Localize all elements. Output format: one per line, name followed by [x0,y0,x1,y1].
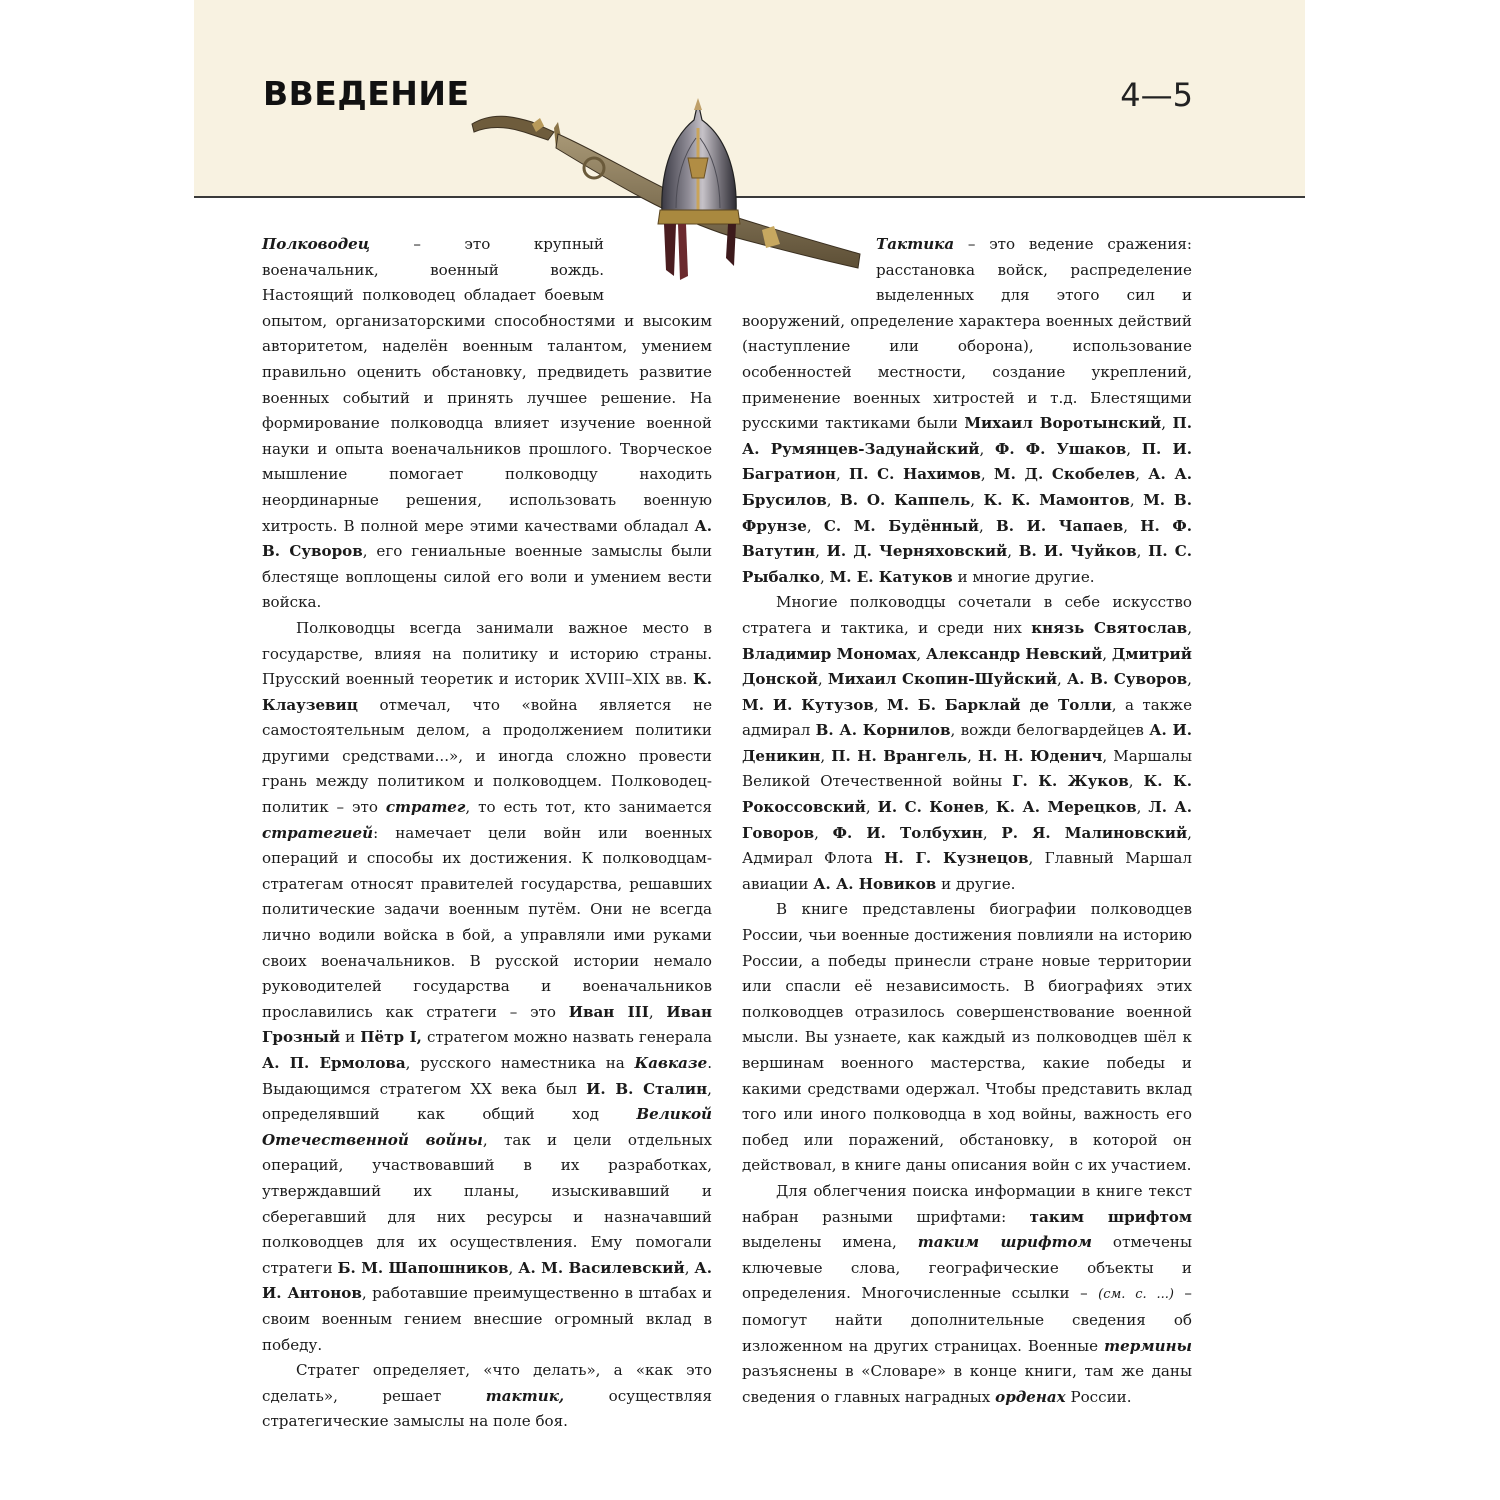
emphasis-text: Н. Ф. Ватутин [742,516,1192,561]
body-text: , [1007,542,1019,561]
body-text: , [978,516,996,535]
emphasis-text: А. В. Суворов [1067,670,1188,689]
body-text: , [1187,670,1192,689]
body-text: , вожди белогвардейцев [950,721,1150,740]
emphasis-text: (см. с. ...) [1098,1287,1174,1303]
paragraph [742,232,1192,590]
body-text: , то есть тот, кто занимается [465,798,712,817]
body-text: , [979,439,995,458]
paragraph [262,1358,712,1435]
page-numbers: 4—5 [1120,76,1193,114]
body-text: , [1128,772,1144,791]
emphasis-text: стратегией [262,823,374,842]
emphasis-text: Ф. Ф. Ушаков [995,439,1127,458]
emphasis-text: Л. А. Говоров [742,798,1192,842]
body-text: В книге представлены биографии полководцев России, чьи военные достижения повлияли на историю России, а победы принесли стране новые территории или спасли её независимость. В биографиях этих полководцев отразилось совершенствование военной мысли. Вы узнаете, как каждый из полководцев шёл к вершинам военного мастерства, какие победы и какими средствами одержал. Чтобы представить вклад того или иного полководца в ход войны, важность его побед или поражений, обстановку, в которой он действовал, в книге даны описания войн с их участием. [742,900,1192,1175]
illustration-wrap-space [604,232,712,294]
illustration-wrap-space [742,232,876,294]
body-text: , [1129,490,1144,509]
emphasis-text: Н. Г. Кузнецов [884,849,1029,868]
body-text: и [340,1028,361,1047]
body-text: Для облегчения поиска информации в книге текст набран разными шрифтами: [742,1181,1192,1226]
paragraph [262,232,712,616]
emphasis-text: А. П. Ермолова [262,1054,406,1072]
paragraph [742,1179,1192,1410]
emphasis-text: Александр Невский [926,644,1103,663]
emphasis-text: И. В. Сталин [586,1079,708,1098]
body-text: – помогут найти дополнительные сведения об изложенном на других страницах. Военные [742,1284,1192,1355]
paragraph [262,616,712,1358]
body-text: осуществляя стратегические замыслы на поле боя. [262,1386,712,1431]
emphasis-text: К. К. Рокоссовский [742,772,1192,817]
emphasis-text: П. А. Румянцев-Задунайский [742,414,1192,458]
body-text: , [826,490,840,509]
emphasis-text: В. И. Чуйков [1018,542,1137,561]
body-text: , [820,746,832,765]
emphasis-text: Дмитрий Донской [742,644,1192,689]
emphasis-text: Тактика [876,235,955,253]
body-text: , [1136,542,1149,561]
body-text: , [873,695,888,714]
body-text: Полководцы всегда занимали важное место в государстве, влияя на политику и историю страны. Прусский военный теоретик и историк XVIII–XIX вв. [262,618,712,689]
body-text: , [916,644,927,663]
emphasis-text: Полководец [262,235,370,253]
body-text: , [970,490,984,509]
body-text: стратегом можно назвать генерала [421,1028,712,1047]
body-text: , русского наместника на [405,1054,635,1072]
body-text: , [817,670,828,689]
body-text: . Выдающимся стратегом XX века был [262,1054,713,1098]
emphasis-text: М. Б. Барклай де Толли [887,695,1112,714]
body-text: , [1126,439,1142,458]
body-text: выделены имена, [742,1233,918,1252]
emphasis-text: А. А. Брусилов [742,465,1192,509]
body-text: : намечает цели войн или военных операций и способы их достижения. К полководцам-стратегам относят правителей государства, решавших политические задачи военным путём. Они не всегда лично водили войска в бой, а управляли ими руками своих военачальников. В русской истории немало руководителей государства и военачальников прославились как стратеги – это [262,823,712,1021]
emphasis-text: Ф. И. Толбухин [832,823,983,842]
body-text: , [865,798,878,817]
section-title: ВВЕДЕНИЕ [263,74,470,113]
left-column [262,232,712,1435]
body-text: , Главный Маршал авиации [742,849,1192,893]
body-text: , определявший как общий ход [262,1079,712,1124]
body-text: , [1102,644,1112,663]
emphasis-text: Пётр I, [360,1028,422,1047]
body-text: , а также адмирал [742,695,1193,740]
body-text: , [684,1258,695,1277]
emphasis-text: Н. Н. Юденич [978,746,1103,765]
emphasis-text: И. Д. Черняховский [826,542,1008,561]
emphasis-text: В. О. Каппель [839,490,971,509]
body-text: , [1123,516,1141,535]
body-text: , его гениальные военные замыслы были блестяще воплощены силой его воли и умением вести войска. [262,542,713,612]
emphasis-text: Михаил Воротынский [964,414,1162,433]
emphasis-text: П. С. Нахимов [848,465,981,484]
emphasis-text: С. М. Будённый [823,516,979,535]
body-text: разъяснены в «Словаре» в конце книги, там же даны сведения о главных наградных [742,1362,1192,1406]
emphasis-text: М. В. Фрунзе [742,490,1192,535]
emphasis-text: М. Д. Скобелев [993,465,1136,484]
emphasis-text: К. К. Мамонтов [983,490,1130,509]
body-text: , так и цели отдельных операций, участвовавший в их разработках, утверждавший их планы, изыскивавший и сберегавший для них ресурсы и назначавший полководцев для их осуществления. Ему помогали стратеги [262,1130,712,1277]
emphasis-text: П. И. Багратион [742,439,1192,484]
emphasis-text: Б. М. Шапошников [337,1258,509,1277]
emphasis-text: И. С. Конев [877,798,985,817]
body-text: – это крупный военачальник, военный вождь. Настоящий полководец обладает боевым опытом, организаторскими способностями и высоким авторитетом, наделён военным талантом, умением правильно оценить обстановку, предвидеть развитие военных событий и принять лучшее решение. На формирование полководца влияет изучение военной науки и опыта военачальников прошлого. Творческое мышление помогает полководцу находить неординарные решения, использовать военную хитрость. В полной мере этими качествами обладал [262,235,712,535]
body-text: – это ведение сражения: расстановка войск, распределение выделенных для этого сил и вооружений, определение характера военных действий (наступление или оборона), использование особенностей местности, создание укреплений, применение военных хитростей и т.д. Блестящими русскими тактиками были [742,235,1192,433]
emphasis-text: Г. К. Жуков [1012,772,1129,791]
body-text: и другие. [936,874,1016,893]
body-text: , [1135,465,1149,484]
body-text: , [835,465,849,484]
emphasis-text: М. Е. Катуков [829,567,953,586]
emphasis-text: М. И. Кутузов [742,695,874,714]
body-text: , [508,1258,519,1277]
body-text: , [1161,414,1173,433]
body-text: , работавшие преимущественно в штабах и своим военным гением внесшие огромный вклад в победу. [262,1284,712,1354]
emphasis-text: А. И. Антонов [262,1258,712,1303]
emphasis-text: А. И. Деникин [742,721,1192,765]
emphasis-text: Владимир Мономах [742,644,917,663]
body-text: , [806,516,824,535]
body-text: Стратег определяет, «что делать», а «как это сделать», решает [262,1361,712,1405]
emphasis-text: Михаил Скопин-Шуйский [827,670,1058,689]
paragraph [742,590,1192,897]
body-text: , [1136,798,1149,817]
body-text: , Маршалы Великой Отечественной войны [742,746,1192,791]
body-text: Многие полководцы сочетали в себе искусство стратега и тактика, и среди них [742,593,1192,637]
body-text: , [815,542,827,561]
body-text: , [980,465,994,484]
emphasis-text: А. В. Суворов [262,516,712,561]
body-text: , [984,798,997,817]
emphasis-text: А. М. Василевский [518,1258,685,1277]
body-text: , [814,823,833,842]
emphasis-text: Кавказе [634,1054,708,1072]
emphasis-text: В. А. Корнилов [815,721,951,740]
body-text: , [982,823,1002,842]
body-text: , [819,567,830,586]
body-text: отмечены ключевые слова, географические объекты и определения. Многочисленные ссылки – [742,1233,1192,1303]
body-text: России. [1065,1387,1132,1406]
right-column [742,232,1192,1410]
body-text: , [1187,618,1192,637]
emphasis-text: В. И. Чапаев [995,516,1124,535]
emphasis-text: князь Святослав [1031,618,1188,637]
emphasis-text: А. А. Новиков [813,874,937,893]
body-text: , [1057,670,1067,689]
body-text: , [967,746,978,765]
emphasis-text: П. С. Рыбалко [742,542,1192,586]
body-text: и многие другие. [952,567,1095,586]
emphasis-text: Иван Грозный [262,1002,712,1047]
emphasis-text: Великой Отечественной войны [262,1105,712,1149]
emphasis-text: тактик, [485,1386,565,1405]
emphasis-text: орденах [995,1387,1066,1406]
emphasis-text: К. Клаузевиц [262,670,712,714]
emphasis-text: таким шрифтом [917,1233,1092,1252]
emphasis-text: термины [1104,1336,1192,1355]
emphasis-text: Р. Я. Малиновский [1001,823,1188,842]
paragraph [742,897,1192,1179]
emphasis-text: К. А. Мерецков [996,798,1137,817]
body-text: отмечал, что «война является не самостоятельным делом, а продолжением политики другими средствами...», и иногда сложно провести грань между политиком и полководцем. Полководец-политик – это [262,695,712,817]
emphasis-text: П. Н. Врангель [831,746,968,765]
emphasis-text: таким шрифтом [1029,1207,1192,1226]
body-text: , [648,1002,667,1021]
emphasis-text: стратег [385,798,466,817]
emphasis-text: Иван III [568,1002,649,1021]
body-text: , Адмирал Флота [742,823,1192,868]
